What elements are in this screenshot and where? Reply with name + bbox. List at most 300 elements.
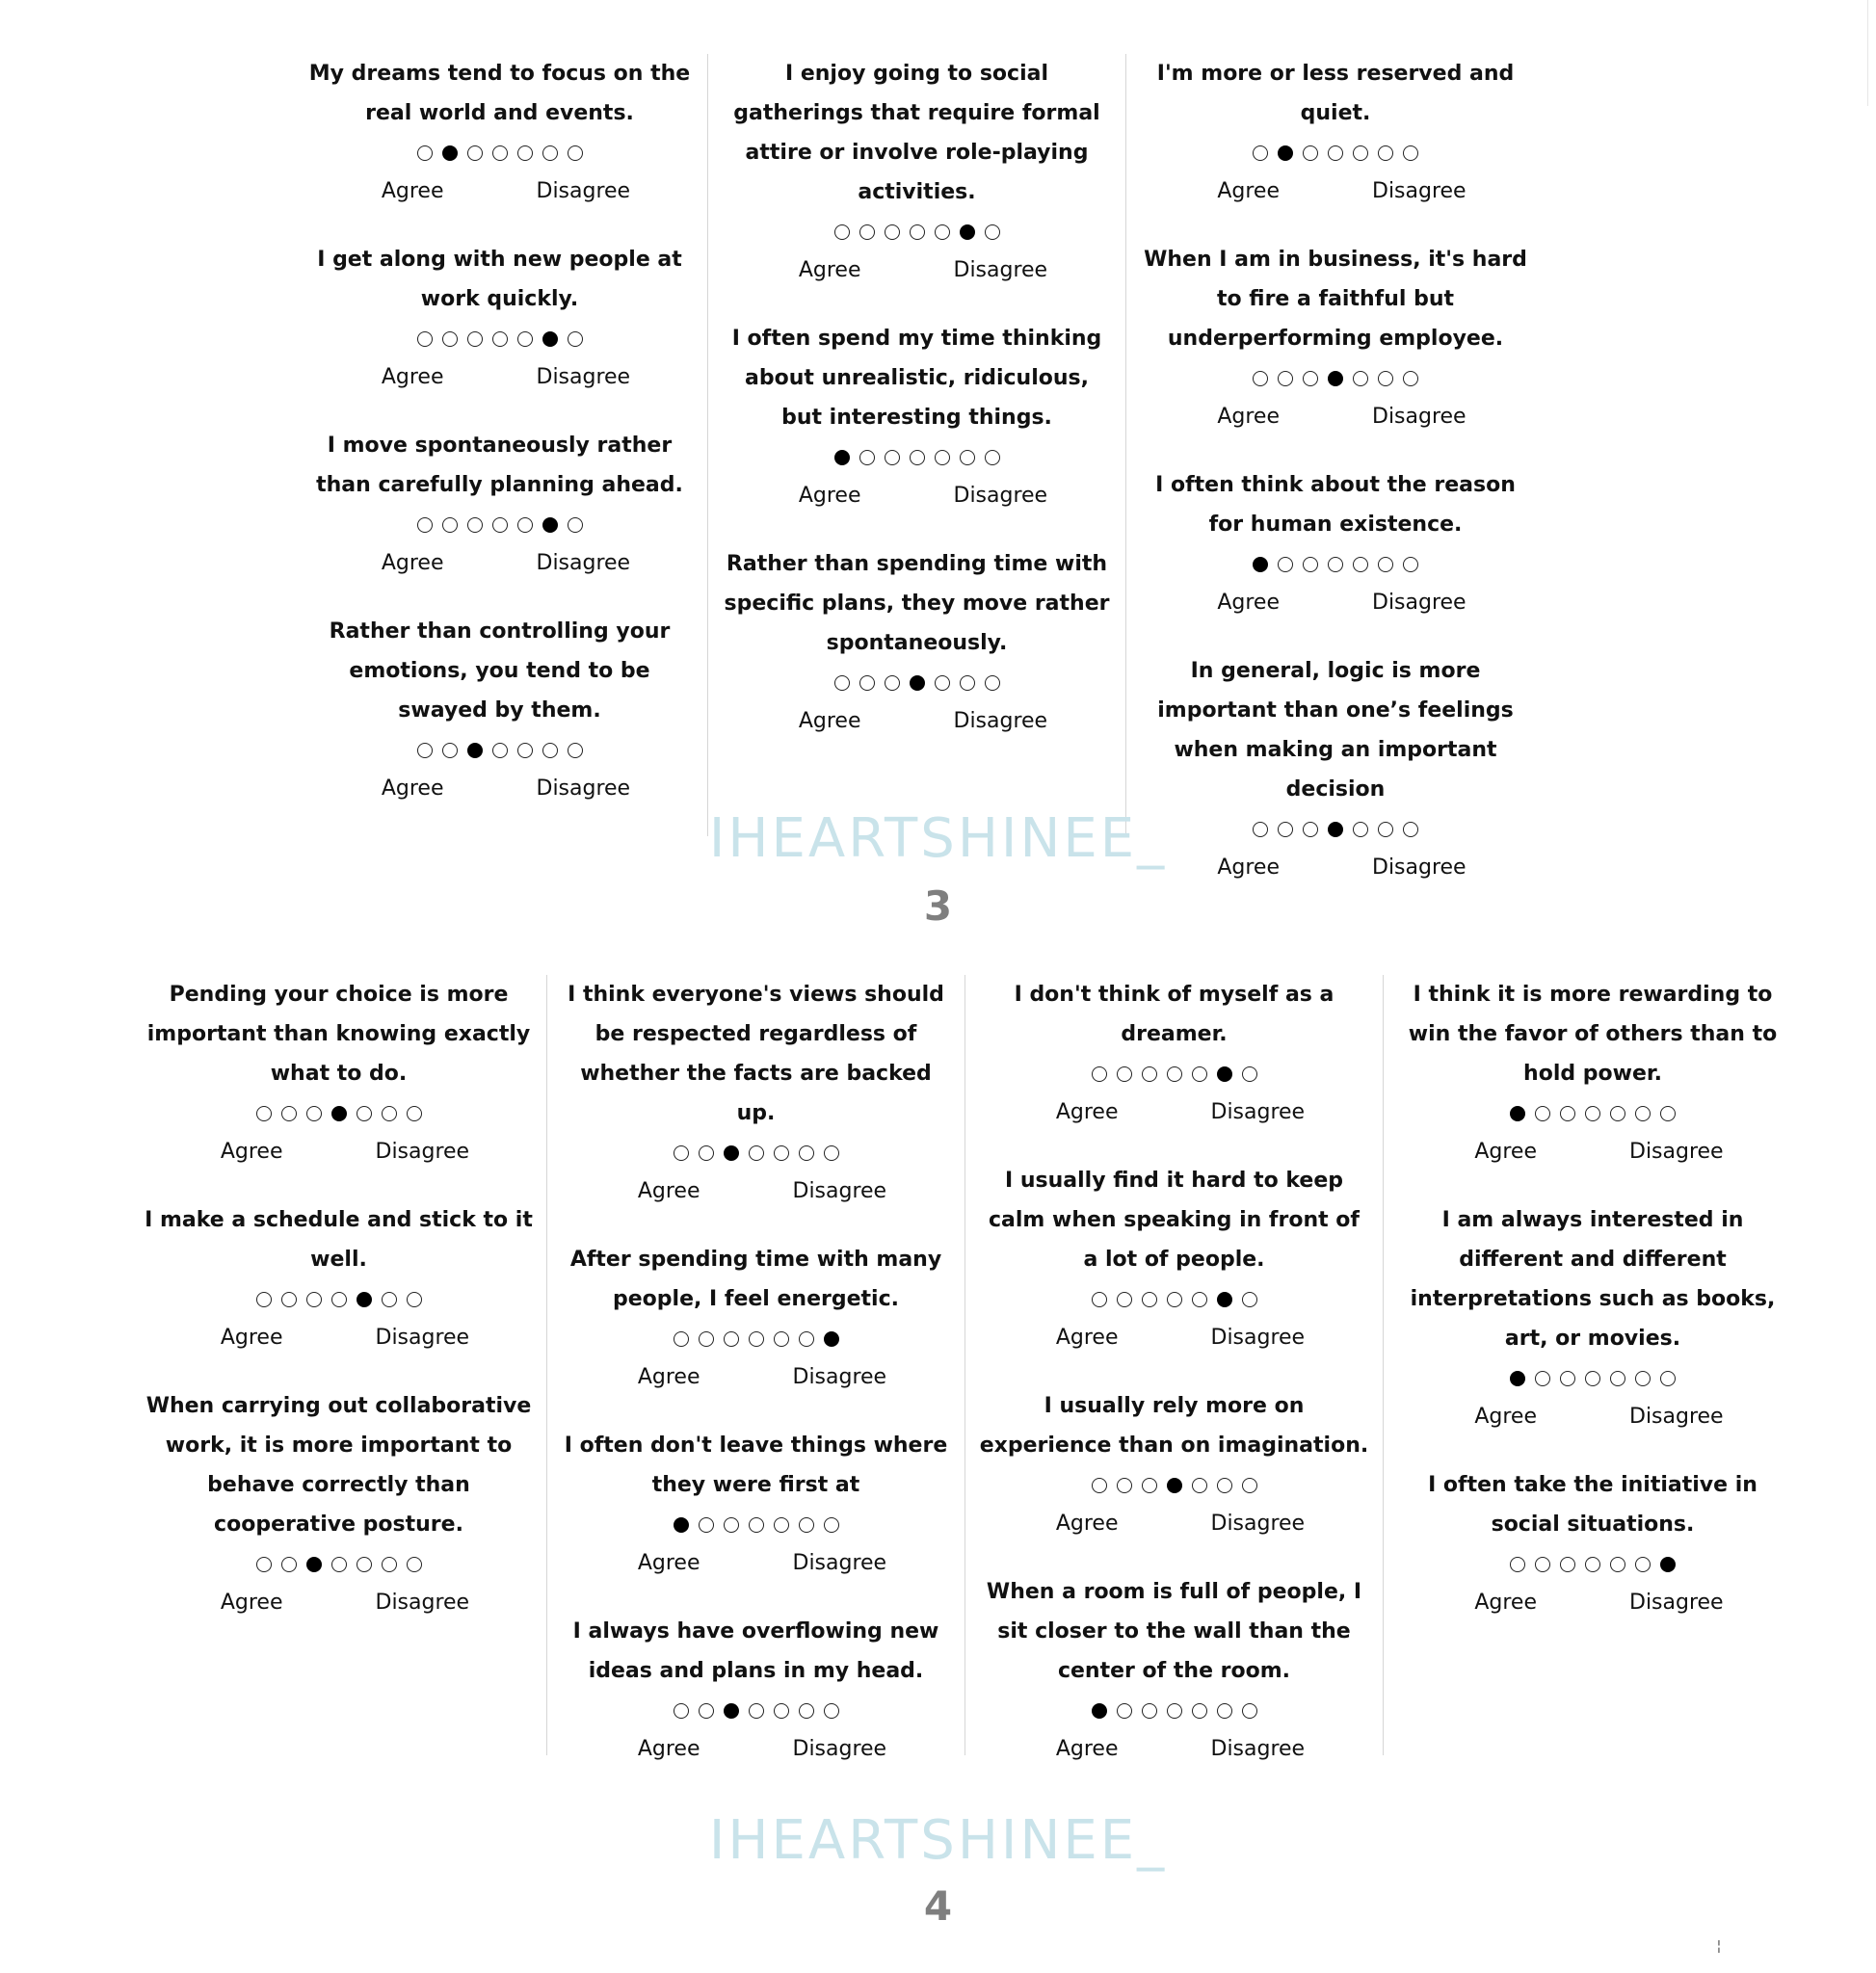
- agree-label: Agree: [1055, 1512, 1119, 1536]
- likert-scale[interactable]: [1140, 133, 1531, 172]
- radio-option[interactable]: [1403, 145, 1418, 161]
- likert-scale[interactable]: [561, 1691, 951, 1730]
- likert-scale[interactable]: [979, 1279, 1369, 1319]
- radio-option[interactable]: [256, 1292, 272, 1307]
- radio-option[interactable]: [674, 1331, 689, 1347]
- question-item: [145, 975, 533, 1171]
- radio-option[interactable]: [1253, 145, 1268, 161]
- disagree-label: Disagree: [1629, 1140, 1724, 1164]
- radio-option[interactable]: [859, 224, 875, 240]
- radio-option[interactable]: [1610, 1371, 1625, 1386]
- disagree-label: Disagree: [1372, 591, 1466, 615]
- radio-option[interactable]: [256, 1106, 272, 1121]
- agree-label: Agree: [381, 776, 444, 801]
- radio-option[interactable]: [442, 331, 458, 347]
- disagree-label: Disagree: [536, 179, 631, 203]
- radio-option[interactable]: [542, 145, 558, 161]
- question-text: My dreams tend to focus on the real world and events.: [308, 62, 691, 125]
- likert-scale[interactable]: [1140, 544, 1531, 584]
- radio-option[interactable]: [699, 1331, 714, 1347]
- likert-scale[interactable]: [305, 319, 694, 358]
- likert-scale[interactable]: [979, 1054, 1369, 1093]
- scale-labels: [1140, 172, 1531, 211]
- radio-option[interactable]: [1242, 1478, 1257, 1493]
- likert-scale[interactable]: [561, 1133, 951, 1172]
- disagree-label: Disagree: [375, 1140, 470, 1164]
- radio-selected[interactable]: [1092, 1703, 1107, 1719]
- radio-option[interactable]: [985, 224, 1000, 240]
- scale-labels: [305, 770, 694, 808]
- scale-labels: [1397, 1133, 1788, 1171]
- scale-labels: [561, 1544, 951, 1583]
- scale-labels: [979, 1505, 1369, 1543]
- scale-labels: [1397, 1584, 1788, 1622]
- scale-labels: [305, 172, 694, 211]
- question-item: [145, 1386, 533, 1622]
- disagree-label: Disagree: [375, 1591, 470, 1615]
- radio-option[interactable]: [674, 1145, 689, 1161]
- scale-labels: [979, 1319, 1369, 1357]
- corner-rule: [1867, 0, 1876, 106]
- radio-option[interactable]: [834, 224, 850, 240]
- radio-option[interactable]: [517, 145, 533, 161]
- radio-option[interactable]: [824, 1517, 839, 1533]
- radio-option[interactable]: [885, 224, 900, 240]
- likert-scale[interactable]: [722, 663, 1112, 702]
- agree-label: Agree: [1217, 179, 1280, 203]
- question-item: [561, 1240, 951, 1397]
- radio-option[interactable]: [1403, 371, 1418, 386]
- radio-option[interactable]: [417, 331, 433, 347]
- radio-option[interactable]: [1353, 371, 1368, 386]
- scale-labels: [145, 1319, 533, 1357]
- radio-option[interactable]: [542, 743, 558, 758]
- question-item: [979, 1572, 1369, 1769]
- radio-option[interactable]: [442, 517, 458, 533]
- likert-scale[interactable]: [1397, 1358, 1788, 1398]
- radio-option[interactable]: [699, 1517, 714, 1533]
- radio-option[interactable]: [382, 1106, 397, 1121]
- scale-labels: [722, 477, 1112, 515]
- disagree-label: Disagree: [953, 709, 1048, 733]
- disagree-label: Disagree: [536, 776, 631, 801]
- radio-selected[interactable]: [674, 1517, 689, 1533]
- scale-labels: [722, 251, 1112, 290]
- radio-option[interactable]: [442, 743, 458, 758]
- radio-option[interactable]: [517, 331, 533, 347]
- radio-option[interactable]: [885, 675, 900, 691]
- scale-labels: [722, 702, 1112, 741]
- radio-option[interactable]: [960, 675, 975, 691]
- question-text: I get along with new people at work quickly.: [317, 248, 682, 311]
- radio-option[interactable]: [774, 1703, 789, 1719]
- radio-selected[interactable]: [824, 1331, 839, 1347]
- radio-option[interactable]: [1278, 371, 1293, 386]
- question-column-3: [965, 975, 1384, 1761]
- question-item: [305, 426, 694, 583]
- question-text: I think everyone's views should be respected regardless of whether the facts are backed up.: [568, 983, 944, 1125]
- radio-selected[interactable]: [1510, 1371, 1525, 1386]
- question-item: [1397, 975, 1788, 1171]
- radio-option[interactable]: [985, 675, 1000, 691]
- question-text: I often take the initiative in social situations.: [1428, 1473, 1757, 1537]
- radio-option[interactable]: [749, 1145, 764, 1161]
- disagree-label: Disagree: [1210, 1326, 1306, 1350]
- watermark-page-4: IHEARTSHINEE_: [708, 1809, 1168, 1872]
- radio-option[interactable]: [824, 1703, 839, 1719]
- radio-option[interactable]: [1535, 1371, 1550, 1386]
- radio-option[interactable]: [1117, 1066, 1132, 1082]
- question-text: I usually rely more on experience than on imagination.: [979, 1394, 1369, 1458]
- radio-option[interactable]: [985, 450, 1000, 465]
- radio-option[interactable]: [1403, 557, 1418, 572]
- question-item: [145, 1200, 533, 1357]
- radio-option[interactable]: [407, 1557, 422, 1572]
- radio-option[interactable]: [910, 224, 925, 240]
- agree-label: Agree: [381, 179, 444, 203]
- radio-option[interactable]: [910, 450, 925, 465]
- radio-option[interactable]: [1117, 1703, 1132, 1719]
- radio-option[interactable]: [749, 1331, 764, 1347]
- disagree-label: Disagree: [536, 551, 631, 575]
- radio-option[interactable]: [1585, 1557, 1600, 1572]
- radio-option[interactable]: [674, 1703, 689, 1719]
- radio-option[interactable]: [281, 1557, 297, 1572]
- question-item: [561, 1426, 951, 1583]
- question-text: Rather than controlling your emotions, you tend to be swayed by them.: [329, 619, 671, 723]
- radio-option[interactable]: [1635, 1106, 1651, 1121]
- disagree-label: Disagree: [953, 258, 1048, 282]
- radio-option[interactable]: [1560, 1106, 1575, 1121]
- radio-option[interactable]: [1328, 145, 1343, 161]
- likert-scale[interactable]: [979, 1691, 1369, 1730]
- disagree-label: Disagree: [792, 1737, 887, 1761]
- radio-option[interactable]: [885, 450, 900, 465]
- radio-option[interactable]: [774, 1331, 789, 1347]
- question-text: When a room is full of people, I sit closer to the wall than the center of the room.: [986, 1580, 1362, 1683]
- radio-selected[interactable]: [834, 450, 850, 465]
- radio-option[interactable]: [568, 743, 583, 758]
- question-item: [305, 612, 694, 808]
- radio-option[interactable]: [1303, 371, 1318, 386]
- radio-selected[interactable]: [960, 224, 975, 240]
- radio-option[interactable]: [749, 1517, 764, 1533]
- radio-option[interactable]: [1635, 1557, 1651, 1572]
- likert-scale[interactable]: [1397, 1544, 1788, 1584]
- question-text: I enjoy going to social gatherings that require formal attire or involve role-playing activities.: [733, 62, 1100, 204]
- radio-option[interactable]: [1378, 371, 1393, 386]
- radio-selected[interactable]: [467, 743, 483, 758]
- question-item: [979, 1161, 1369, 1357]
- radio-option[interactable]: [1378, 557, 1393, 572]
- radio-option[interactable]: [1217, 1703, 1232, 1719]
- radio-option[interactable]: [935, 675, 950, 691]
- radio-option[interactable]: [1117, 1292, 1132, 1307]
- radio-option[interactable]: [774, 1145, 789, 1161]
- radio-selected[interactable]: [1217, 1066, 1232, 1082]
- radio-option[interactable]: [1585, 1371, 1600, 1386]
- likert-scale[interactable]: [561, 1505, 951, 1544]
- disagree-label: Disagree: [792, 1179, 887, 1203]
- radio-option[interactable]: [1535, 1106, 1550, 1121]
- likert-scale[interactable]: [722, 212, 1112, 251]
- radio-selected[interactable]: [1510, 1106, 1525, 1121]
- agree-label: Agree: [1217, 405, 1280, 429]
- agree-label: Agree: [637, 1551, 700, 1575]
- radio-selected[interactable]: [542, 331, 558, 347]
- radio-option[interactable]: [859, 450, 875, 465]
- radio-option[interactable]: [1217, 1478, 1232, 1493]
- disagree-label: Disagree: [536, 365, 631, 389]
- question-item: [722, 544, 1112, 741]
- agree-label: Agree: [381, 365, 444, 389]
- radio-option[interactable]: [492, 331, 508, 347]
- radio-option[interactable]: [331, 1292, 347, 1307]
- question-item: [1397, 1465, 1788, 1622]
- question-item: [561, 1612, 951, 1769]
- agree-label: Agree: [798, 258, 861, 282]
- agree-label: Agree: [1474, 1140, 1537, 1164]
- radio-selected[interactable]: [1660, 1557, 1676, 1572]
- agree-label: Agree: [637, 1365, 700, 1389]
- radio-option[interactable]: [467, 145, 483, 161]
- question-item: [1140, 54, 1531, 211]
- likert-scale[interactable]: [145, 1279, 533, 1319]
- radio-option[interactable]: [1585, 1106, 1600, 1121]
- radio-option[interactable]: [1092, 1478, 1107, 1493]
- question-text: I often don't leave things where they were first at: [564, 1434, 948, 1497]
- radio-option[interactable]: [407, 1106, 422, 1121]
- radio-selected[interactable]: [910, 675, 925, 691]
- question-item: [561, 975, 951, 1211]
- radio-option[interactable]: [1167, 1066, 1182, 1082]
- radio-selected[interactable]: [1278, 145, 1293, 161]
- agree-label: Agree: [798, 709, 861, 733]
- question-text: I often think about the reason for human existence.: [1155, 473, 1516, 537]
- radio-selected[interactable]: [331, 1106, 347, 1121]
- radio-option[interactable]: [1303, 145, 1318, 161]
- likert-scale[interactable]: [561, 1319, 951, 1358]
- radio-option[interactable]: [1167, 1292, 1182, 1307]
- radio-option[interactable]: [568, 331, 583, 347]
- radio-option[interactable]: [1142, 1066, 1157, 1082]
- agree-label: Agree: [220, 1326, 283, 1350]
- question-column-4: [1384, 975, 1802, 1755]
- radio-option[interactable]: [1092, 1066, 1107, 1082]
- radio-selected[interactable]: [357, 1292, 372, 1307]
- radio-option[interactable]: [331, 1557, 347, 1572]
- radio-option[interactable]: [517, 743, 533, 758]
- radio-selected[interactable]: [1217, 1292, 1232, 1307]
- radio-option[interactable]: [1535, 1557, 1550, 1572]
- radio-selected[interactable]: [542, 517, 558, 533]
- scale-labels: [1397, 1398, 1788, 1436]
- radio-option[interactable]: [281, 1106, 297, 1121]
- agree-label: Agree: [220, 1140, 283, 1164]
- radio-option[interactable]: [859, 675, 875, 691]
- radio-option[interactable]: [467, 331, 483, 347]
- radio-option[interactable]: [1510, 1557, 1525, 1572]
- page-number-3: 3: [923, 882, 953, 930]
- radio-option[interactable]: [1092, 1292, 1107, 1307]
- likert-scale[interactable]: [145, 1093, 533, 1133]
- scale-labels: [1140, 398, 1531, 436]
- radio-option[interactable]: [357, 1106, 372, 1121]
- radio-option[interactable]: [467, 517, 483, 533]
- radio-selected[interactable]: [724, 1145, 739, 1161]
- radio-option[interactable]: [417, 743, 433, 758]
- radio-option[interactable]: [799, 1145, 814, 1161]
- radio-option[interactable]: [1142, 1292, 1157, 1307]
- radio-option[interactable]: [306, 1292, 322, 1307]
- scale-labels: [561, 1358, 951, 1397]
- agree-label: Agree: [1055, 1326, 1119, 1350]
- radio-option[interactable]: [1278, 557, 1293, 572]
- question-column-3: [1126, 54, 1545, 880]
- radio-option[interactable]: [1192, 1066, 1207, 1082]
- disagree-label: Disagree: [1210, 1737, 1306, 1761]
- radio-option[interactable]: [417, 145, 433, 161]
- question-item: [1140, 465, 1531, 622]
- radio-option[interactable]: [935, 224, 950, 240]
- radio-option[interactable]: [1353, 145, 1368, 161]
- likert-scale[interactable]: [305, 730, 694, 770]
- question-text: I am always interested in different and different interpretations such as books, art, or movies.: [1410, 1208, 1776, 1351]
- question-item: [1397, 1200, 1788, 1436]
- disagree-label: Disagree: [1629, 1405, 1724, 1429]
- radio-selected[interactable]: [1328, 371, 1343, 386]
- radio-option[interactable]: [1242, 1066, 1257, 1082]
- radio-option[interactable]: [1660, 1106, 1676, 1121]
- radio-option[interactable]: [799, 1703, 814, 1719]
- radio-option[interactable]: [281, 1292, 297, 1307]
- radio-option[interactable]: [724, 1517, 739, 1533]
- radio-option[interactable]: [1117, 1478, 1132, 1493]
- radio-selected[interactable]: [1167, 1478, 1182, 1493]
- agree-label: Agree: [1474, 1405, 1537, 1429]
- radio-option[interactable]: [1610, 1106, 1625, 1121]
- radio-option[interactable]: [774, 1517, 789, 1533]
- radio-option[interactable]: [492, 145, 508, 161]
- scale-labels: [1140, 584, 1531, 622]
- radio-selected[interactable]: [724, 1703, 739, 1719]
- radio-option[interactable]: [799, 1331, 814, 1347]
- radio-option[interactable]: [1253, 371, 1268, 386]
- radio-option[interactable]: [935, 450, 950, 465]
- question-column-1: [131, 975, 547, 1755]
- disagree-label: Disagree: [792, 1551, 887, 1575]
- likert-scale[interactable]: [305, 505, 694, 544]
- radio-option[interactable]: [724, 1331, 739, 1347]
- radio-option[interactable]: [568, 145, 583, 161]
- scale-labels: [305, 358, 694, 397]
- agree-label: Agree: [798, 484, 861, 508]
- radio-option[interactable]: [1660, 1371, 1676, 1386]
- agree-label: Agree: [381, 551, 444, 575]
- radio-option[interactable]: [834, 675, 850, 691]
- question-text: I make a schedule and stick to it well.: [145, 1208, 533, 1272]
- scale-labels: [145, 1584, 533, 1622]
- radio-option[interactable]: [1192, 1292, 1207, 1307]
- question-text: Pending your choice is more important than knowing exactly what to do.: [146, 983, 531, 1086]
- question-text: When carrying out collaborative work, it is more important to behave correctly than cooperative posture.: [145, 1394, 532, 1537]
- radio-option[interactable]: [749, 1703, 764, 1719]
- radio-option[interactable]: [382, 1292, 397, 1307]
- radio-option[interactable]: [1303, 557, 1318, 572]
- likert-scale[interactable]: [1397, 1093, 1788, 1133]
- radio-option[interactable]: [382, 1557, 397, 1572]
- radio-option[interactable]: [824, 1145, 839, 1161]
- radio-option[interactable]: [417, 517, 433, 533]
- radio-option[interactable]: [1142, 1703, 1157, 1719]
- question-item: [722, 319, 1112, 515]
- radio-option[interactable]: [1192, 1703, 1207, 1719]
- radio-option[interactable]: [256, 1557, 272, 1572]
- radio-option[interactable]: [699, 1703, 714, 1719]
- radio-option[interactable]: [1560, 1371, 1575, 1386]
- watermark-page-3: IHEARTSHINEE_: [708, 807, 1168, 870]
- radio-option[interactable]: [1142, 1478, 1157, 1493]
- likert-scale[interactable]: [979, 1465, 1369, 1505]
- radio-option[interactable]: [492, 743, 508, 758]
- question-item: [305, 240, 694, 397]
- likert-scale[interactable]: [305, 133, 694, 172]
- disagree-label: Disagree: [792, 1365, 887, 1389]
- question-text: I move spontaneously rather than carefully planning ahead.: [316, 434, 683, 497]
- question-text: I often spend my time thinking about unrealistic, ridiculous, but interesting things.: [731, 327, 1102, 430]
- radio-option[interactable]: [568, 517, 583, 533]
- question-text: I always have overflowing new ideas and plans in my head.: [572, 1619, 939, 1683]
- disagree-label: Disagree: [1210, 1100, 1306, 1124]
- radio-option[interactable]: [1192, 1478, 1207, 1493]
- agree-label: Agree: [1055, 1100, 1119, 1124]
- radio-option[interactable]: [1353, 557, 1368, 572]
- agree-label: Agree: [637, 1737, 700, 1761]
- question-item: [979, 1386, 1369, 1543]
- radio-option[interactable]: [1378, 145, 1393, 161]
- question-text: When I am in business, it's hard to fire a faithful but underperforming employee.: [1144, 248, 1527, 351]
- disagree-label: Disagree: [375, 1326, 470, 1350]
- radio-option[interactable]: [492, 517, 508, 533]
- radio-option[interactable]: [357, 1557, 372, 1572]
- radio-option[interactable]: [1167, 1703, 1182, 1719]
- radio-selected[interactable]: [1253, 557, 1268, 572]
- radio-option[interactable]: [1242, 1292, 1257, 1307]
- radio-option[interactable]: [960, 450, 975, 465]
- radio-option[interactable]: [517, 517, 533, 533]
- radio-option[interactable]: [407, 1292, 422, 1307]
- radio-option[interactable]: [1328, 557, 1343, 572]
- page-number-4: 4: [923, 1882, 953, 1930]
- question-item: [1140, 240, 1531, 436]
- agree-label: Agree: [1217, 855, 1280, 880]
- question-text: After spending time with many people, I feel energetic.: [569, 1248, 942, 1311]
- likert-scale[interactable]: [145, 1544, 533, 1584]
- radio-option[interactable]: [1242, 1703, 1257, 1719]
- radio-option[interactable]: [306, 1106, 322, 1121]
- question-text: I don't think of myself as a dreamer.: [1014, 983, 1334, 1046]
- radio-option[interactable]: [699, 1145, 714, 1161]
- radio-option[interactable]: [799, 1517, 814, 1533]
- radio-option[interactable]: [1560, 1557, 1575, 1572]
- disagree-label: Disagree: [953, 484, 1048, 508]
- radio-option[interactable]: [1635, 1371, 1651, 1386]
- radio-selected[interactable]: [306, 1557, 322, 1572]
- likert-scale[interactable]: [722, 437, 1112, 477]
- radio-selected[interactable]: [442, 145, 458, 161]
- likert-scale[interactable]: [1140, 358, 1531, 398]
- radio-option[interactable]: [1610, 1557, 1625, 1572]
